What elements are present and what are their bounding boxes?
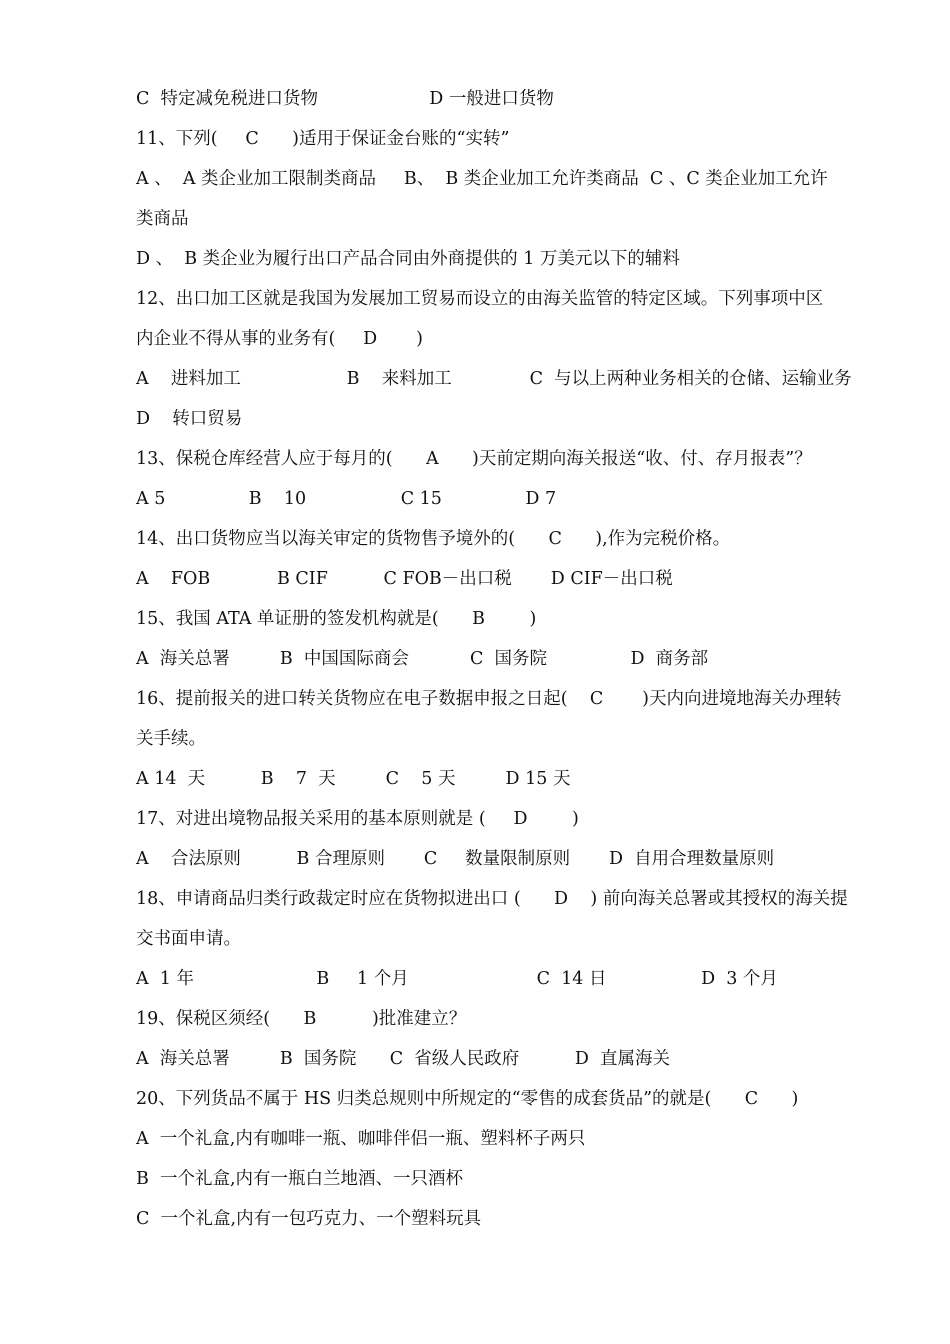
text-line: 交书面申请。 <box>136 929 241 949</box>
question-11: 11、下列( C )适用于保证金台账的“实转” <box>136 129 510 149</box>
question-20: 20、下列货品不属于 HS 归类总规则中所规定的“零售的成套货品”的就是( C ) <box>136 1089 799 1109</box>
question-13: 13、保税仓库经营人应于每月的( A )天前定期向海关报送“收、付、存月报表”？ <box>136 449 812 469</box>
question-18: 18、申请商品归类行政裁定时应在货物拟进出口 ( D ) 前向海关总署或其授权的海关提 <box>136 889 848 909</box>
question-14: 14、出口货物应当以海关审定的货物售予境外的( C ),作为完税价格。 <box>136 529 731 549</box>
question-12: 12、出口加工区就是我国为发展加工贸易而设立的由海关监管的特定区域。下列事项中区 <box>136 289 824 309</box>
question-13-options: A 5 B 10 C 15 D 7 <box>136 489 557 509</box>
question-12-options: A 进料加工 B 来料加工 C 与以上两种业务相关的仓储、运输业务 <box>136 369 852 389</box>
question-20-option-b: B 一个礼盒,内有一瓶白兰地酒、一只酒杯 <box>136 1169 464 1189</box>
text-line: C 特定减免税进口货物 D 一般进口货物 <box>136 89 554 109</box>
question-11-options: A 、 A 类企业加工限制类商品 B、 B 类企业加工允许类商品 C 、C 类企业加工允许 <box>136 169 828 189</box>
question-17-options: A 合法原则 B 合理原则 C 数量限制原则 D 自用合理数量原则 <box>136 849 775 869</box>
question-20-option-c: C 一个礼盒,内有一包巧克力、一个塑料玩具 <box>136 1209 482 1229</box>
question-20-option-a: A 一个礼盒,内有咖啡一瓶、咖啡伴侣一瓶、塑料杯子两只 <box>136 1129 586 1149</box>
text-line: D 转口贸易 <box>136 409 243 429</box>
text-line: D 、 B 类企业为履行出口产品合同由外商提供的 1 万美元以下的辅料 <box>136 249 680 269</box>
question-17: 17、对进出境物品报关采用的基本原则就是 ( D ) <box>136 809 579 829</box>
question-18-options: A 1 年 B 1 个月 C 14 日 D 3 个月 <box>136 969 778 989</box>
question-14-options: A FOB B CIF C FOB－出口税 D CIF－出口税 <box>136 569 673 589</box>
question-15-options: A 海关总署 B 中国国际商会 C 国务院 D 商务部 <box>136 649 709 669</box>
text-line: 类商品 <box>136 209 189 229</box>
question-19: 19、保税区须经( B )批准建立？ <box>136 1009 467 1029</box>
text-line: 关手续。 <box>136 729 206 749</box>
question-19-options: A 海关总署 B 国务院 C 省级人民政府 D 直属海关 <box>136 1049 670 1069</box>
question-16: 16、提前报关的进口转关货物应在电子数据申报之日起( C )天内向进境地海关办理转 <box>136 689 842 709</box>
question-16-options: A 14 天 B 7 天 C 5 天 D 15 天 <box>136 769 571 789</box>
text-line: 内企业不得从事的业务有( D ) <box>136 329 423 349</box>
question-15: 15、我国 ATA 单证册的签发机构就是( B ) <box>136 609 537 629</box>
